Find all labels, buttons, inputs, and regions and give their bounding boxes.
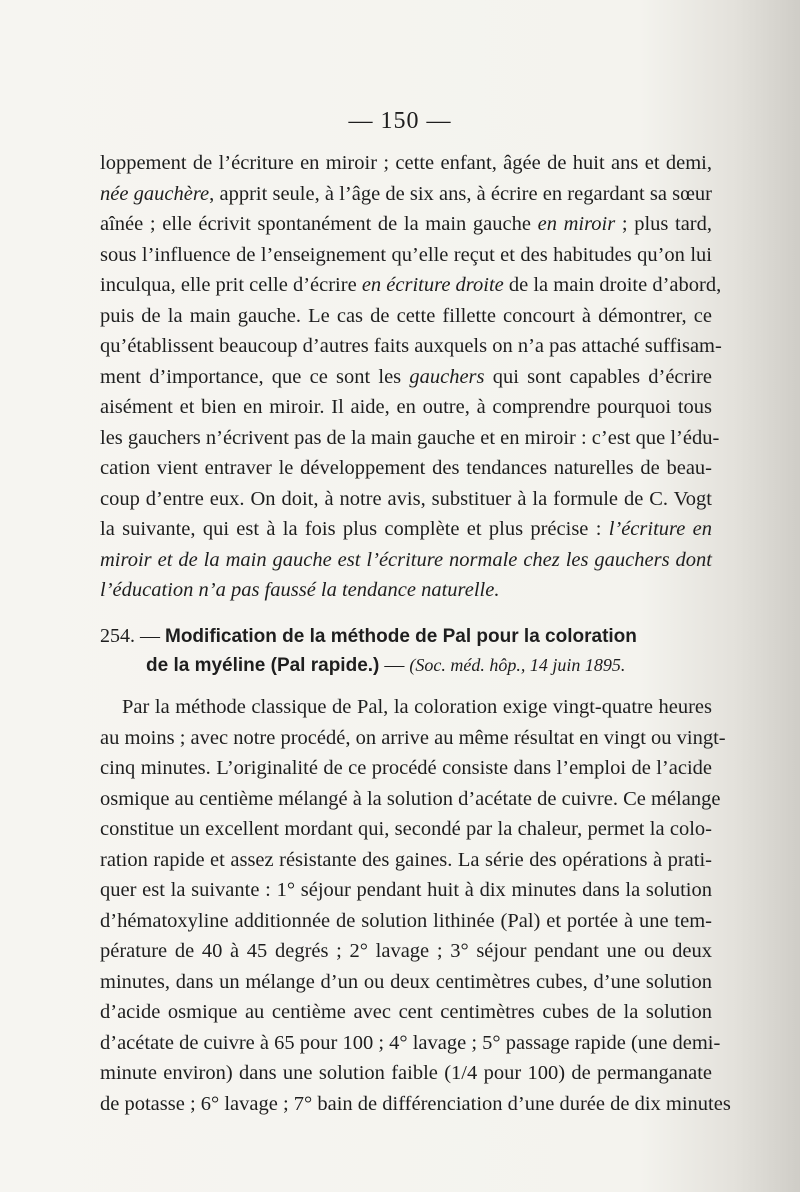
section-heading-line-1 xyxy=(100,622,712,651)
text-line xyxy=(100,209,712,240)
text-segment: ment d’importance, que ce sont les xyxy=(100,365,410,388)
italic-text: gauchers xyxy=(409,365,485,388)
text-segment: au moins ; avec notre procédé, on arrive au même résultat en vingt ou vingt- xyxy=(100,726,726,749)
text-line xyxy=(100,362,712,393)
text-line xyxy=(100,936,712,967)
text-line xyxy=(100,545,712,576)
text-line xyxy=(100,845,712,876)
text-line xyxy=(100,331,722,362)
text-segment: d’acétate de cuivre à 65 pour 100 ; 4° lavage ; 5° passage rapide (une demi- xyxy=(100,1031,721,1054)
section-heading xyxy=(100,622,712,680)
text-segment: aisément et bien en miroir. Il aide, en outre, à comprendre pourquoi tous xyxy=(100,396,712,418)
text-segment: coup d’entre eux. On doit, à notre avis, substituer à la formule de C. Vogt xyxy=(100,487,712,510)
text-segment: les gauchers n’écrivent pas de la main gauche et en miroir : c’est que l’édu- xyxy=(100,426,720,449)
text-line xyxy=(100,723,726,754)
text-segment: inculqua, elle prit celle d’écrire xyxy=(100,274,362,296)
italic-text: en miroir xyxy=(537,213,616,235)
text-segment: cation vient entraver le développement des tendances naturelles de beau- xyxy=(100,457,712,479)
italic-text: l’écriture en xyxy=(608,518,712,540)
text-line xyxy=(100,784,721,815)
text-line xyxy=(100,814,712,845)
text-line xyxy=(100,514,712,545)
text-line xyxy=(100,148,712,179)
text-line xyxy=(100,575,712,606)
text-segment: Par la méthode classique de Pal, la coloration exige vingt-quatre heures xyxy=(122,696,712,718)
paragraph-pal-method xyxy=(100,692,731,1119)
text-segment: sous l’influence de l’enseignement qu’elle reçut et des habitudes qu’on lui xyxy=(100,243,712,266)
italic-text: née gauchère xyxy=(100,182,210,205)
text-line xyxy=(100,753,712,784)
text-line xyxy=(100,179,712,210)
text-segment: la suivante, qui est à la fois plus complète et plus précise : xyxy=(100,518,609,540)
text-segment: d’hématoxyline additionnée de solution lithinée (Pal) et portée à une tem- xyxy=(100,909,712,932)
italic-text: en écriture droite xyxy=(361,274,504,296)
text-segment: d’acide osmique au centième avec cent centimètres cubes de la solution xyxy=(100,1001,712,1023)
text-line xyxy=(100,301,712,332)
text-line xyxy=(100,484,712,515)
section-heading-line-2 xyxy=(100,651,712,680)
text-line xyxy=(100,270,722,301)
text-line xyxy=(100,875,712,906)
text-line xyxy=(100,692,712,723)
text-segment: quer est la suivante : 1° séjour pendant huit à dix minutes dans la solution xyxy=(100,879,712,901)
text-segment: qu’établissent beaucoup d’autres faits auxquels on n’a pas attaché suffisam- xyxy=(100,335,722,357)
text-line xyxy=(100,1058,712,1089)
text-line xyxy=(100,967,712,998)
text-segment: ration rapide et assez résistante des gaines. La série des opérations à prati- xyxy=(100,848,712,871)
section-number: 254. xyxy=(100,625,135,647)
text-line xyxy=(100,906,712,937)
text-segment: aînée ; elle écrivit spontanément de la main gauche xyxy=(100,213,538,235)
italic-text: l’éducation n’a pas faussé la tendance naturelle. xyxy=(100,579,500,601)
text-line xyxy=(100,240,712,271)
text-segment: minute environ) dans une solution faible (1/4 pour 100) de permanganate xyxy=(100,1062,712,1084)
text-line xyxy=(100,1028,721,1059)
text-segment: puis de la main gauche. Le cas de cette fillette concourt à démontrer, ce xyxy=(100,304,712,327)
text-line xyxy=(100,453,712,484)
text-segment: minutes, dans un mélange d’un ou deux centimètres cubes, d’une solution xyxy=(100,970,712,993)
section-reference: (Soc. méd. hôp., 14 juin 1895. xyxy=(409,655,626,675)
text-segment: constitue un excellent mordant qui, secondé par la chaleur, permet la colo- xyxy=(100,818,712,840)
italic-text: miroir et de la main gauche est l’écriture normale chez les gauchers dont xyxy=(100,548,712,571)
text-segment: de la main droite d’abord, xyxy=(503,274,722,296)
text-segment: cinq minutes. L’originalité de ce procédé consiste dans l’emploi de l’acide xyxy=(100,757,712,779)
text-segment: de potasse ; 6° lavage ; 7° bain de différenciation d’une durée de dix minutes xyxy=(100,1092,731,1115)
text-line xyxy=(100,997,712,1028)
text-segment: pérature de 40 à 45 degrés ; 2° lavage ; 3° séjour pendant une ou deux xyxy=(100,940,712,962)
section-dash: — xyxy=(140,625,160,647)
text-segment: ; plus tard, xyxy=(615,213,712,235)
text-line xyxy=(100,423,720,454)
section-title-line-2: de la myéline (Pal rapide.) xyxy=(146,655,380,676)
text-segment: osmique au centième mélangé à la solution d’acétate de cuivre. Ce mélange xyxy=(100,787,721,810)
paragraph-left-handed-mirror-writing xyxy=(100,148,722,606)
page-number: — 150 — xyxy=(348,108,452,134)
text-segment: loppement de l’écriture en miroir ; cette enfant, âgée de huit ans et demi, xyxy=(100,152,712,174)
section-ref-dash: — xyxy=(384,654,405,676)
text-line xyxy=(100,392,712,423)
section-title-line-1: Modification de la méthode de Pal pour la coloration xyxy=(165,626,637,647)
text-line xyxy=(100,1089,731,1120)
text-segment: , apprit seule, à l’âge de six ans, à écrire en regardant sa sœur xyxy=(209,182,712,205)
text-segment: qui sont capables d’écrire xyxy=(484,365,712,388)
